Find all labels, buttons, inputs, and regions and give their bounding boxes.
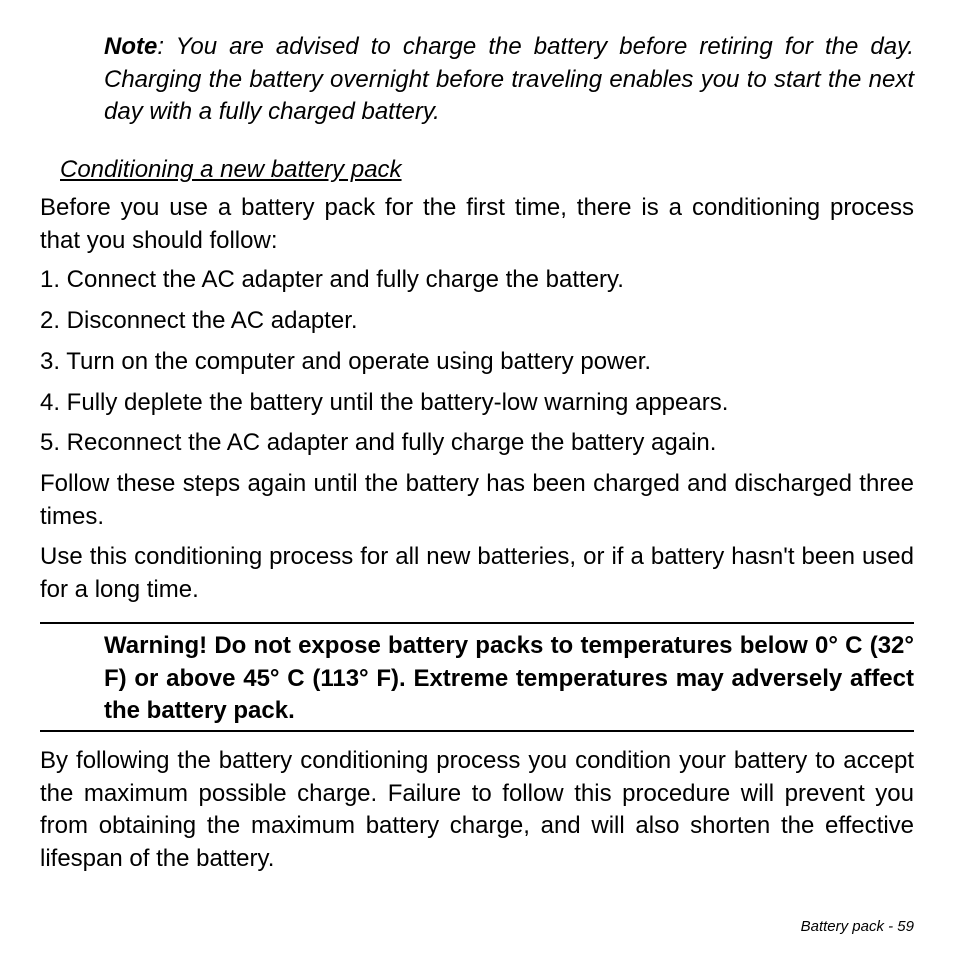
note-paragraph [104, 31, 914, 129]
list-item-step-5: 5. Reconnect the AC adapter and fully charge the battery again. [40, 429, 717, 456]
section-heading: Conditioning a new battery pack [60, 156, 402, 183]
warning-bottom-rule [40, 730, 914, 732]
list-item-step-3: 3. Turn on the computer and operate using battery power. [40, 348, 652, 375]
note-label: Note [104, 33, 158, 60]
note-text: : You are advised to charge the battery before retiring for the day. Charging the battery overnight before traveling enables you to start the next day with a fully charged battery. [104, 33, 914, 125]
warning-paragraph: Warning! Do not expose battery packs to temperatures below 0° C (32° F) or above 45° C (113° F). Extreme temperatures may adversely affect the battery pack. [104, 632, 914, 724]
use-paragraph: Use this conditioning process for all new batteries, or if a battery hasn't been used for a long time. [40, 543, 914, 603]
warning-top-rule [40, 622, 914, 624]
list-item-step-4: 4. Fully deplete the battery until the battery-low warning appears. [40, 389, 729, 416]
follow-paragraph: Follow these steps again until the battery has been charged and discharged three times. [40, 470, 914, 530]
intro-paragraph: Before you use a battery pack for the first time, there is a conditioning process that you should follow: [40, 194, 914, 254]
page-footer: Battery pack - 59 [800, 918, 914, 935]
list-item-step-1: 1. Connect the AC adapter and fully charge the battery. [40, 266, 624, 293]
closing-paragraph: By following the battery conditioning process you condition your battery to accept the maximum possible charge. Failure to follow this procedure will prevent you from obtaining the maximum battery charge, and will also shorten the effective lifespan of the battery. [40, 747, 914, 872]
list-item-step-2: 2. Disconnect the AC adapter. [40, 307, 358, 334]
